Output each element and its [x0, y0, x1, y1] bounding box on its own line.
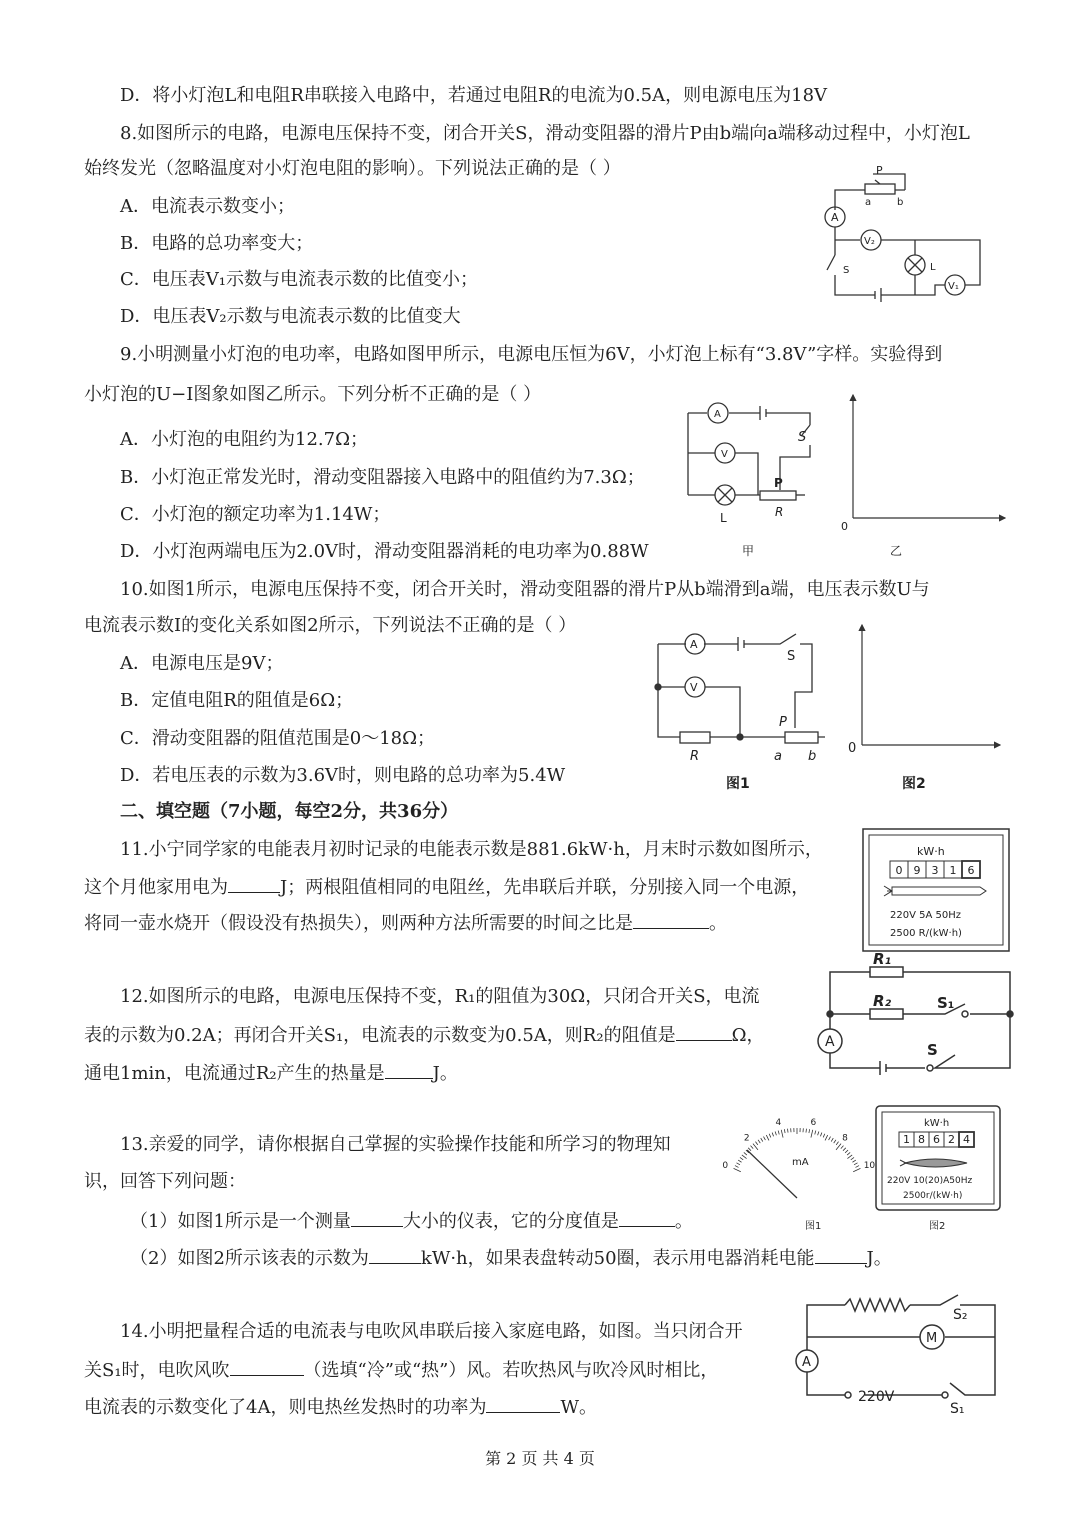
meter-digit: 8: [918, 1133, 925, 1146]
q12-blank-heat[interactable]: [385, 1060, 433, 1079]
q9-option-d: D．小灯泡两端电压为2.0V时，滑动变阻器消耗的电功率为0.88W: [120, 541, 649, 562]
q10-fig1-voltmeter: V: [690, 681, 698, 694]
q14-line3-end: W。: [560, 1397, 597, 1418]
q8-label-p: P: [876, 164, 883, 177]
gauge-tick: [820, 1133, 821, 1137]
meter-digit: 6: [933, 1133, 940, 1146]
gauge-tick: [823, 1134, 825, 1138]
q14-circuit-figure: [790, 1285, 1005, 1420]
gauge-tick: [831, 1138, 833, 1141]
q13-meter-spec1: 220V 10(20)A50Hz: [887, 1176, 973, 1186]
q10-stem-line2: 电流表示数I的变化关系如图2所示，下列说法不正确的是（ ）: [84, 615, 577, 636]
gauge-tick: [766, 1135, 769, 1140]
q13-meter-spec2: 2500r/(kW·h): [903, 1191, 963, 1201]
page-footer: 第 2 页 共 4 页: [485, 1449, 595, 1468]
q9-stem-line1: 9.小明测量小灯泡的电功率，电路如图甲所示，电源电压恒为6V，小灯泡上标有“3.8V”字样。实验得到: [120, 344, 943, 365]
gauge-tick: [751, 1146, 754, 1149]
q12-label-s1: S₁: [937, 994, 955, 1012]
q11-line3-start: 将同一壶水烧开（假设没有热损失），则两种方法所需要的时间之比是: [84, 913, 633, 934]
q13-blank-energy[interactable]: [815, 1245, 867, 1264]
gauge-tick: [734, 1168, 741, 1171]
q12-line2-start: 表的示数为0.2A；再闭合开关S₁，电流表的示数变为0.5A，则R₂的阻值是: [84, 1025, 676, 1046]
gauge-tick: [815, 1131, 816, 1135]
meter-digit: 2: [948, 1133, 955, 1146]
gauge-tick: [748, 1148, 751, 1151]
gauge-tick: [836, 1142, 838, 1145]
q8-label-a: a: [865, 197, 872, 208]
q10-fig1-s: S: [787, 649, 796, 664]
meter-digit: 4: [963, 1133, 970, 1146]
q13-meter-unit: kW·h: [924, 1118, 950, 1129]
gauge-tick: [806, 1129, 807, 1133]
q9-jia-s: S: [798, 430, 807, 445]
q10-chart-fig2: [840, 620, 1010, 795]
gauge-tick: [853, 1168, 860, 1171]
gauge-tick: [841, 1146, 844, 1149]
q8-circuit-figure: [805, 160, 995, 300]
gauge-tick: [809, 1129, 810, 1133]
q10-stem-line1: 10.如图1所示，电源电压保持不变，闭合开关时，滑动变阻器的滑片P从b端滑到a端，电压表示数U与: [120, 579, 930, 600]
gauge-tick: [845, 1150, 848, 1153]
gauge-tick: [847, 1155, 852, 1159]
gauge-tick: [763, 1137, 765, 1141]
q8-option-a: A．电流表示数变小；: [120, 196, 295, 217]
q10-circuit-fig1: [650, 622, 835, 792]
q13-energy-meter: [875, 1105, 1005, 1235]
q9-option-b: B．小灯泡正常发光时，滑动变阻器接入电路中的阻值约为7.3Ω；: [120, 467, 645, 488]
q10-fig1-b: b: [808, 749, 817, 764]
q12-label-s: S: [927, 1041, 938, 1059]
gauge-tick-label: 8: [842, 1133, 848, 1144]
gauge-tick: [851, 1157, 854, 1159]
q14-line3: [84, 1394, 597, 1420]
q14-label-motor: M: [926, 1331, 938, 1346]
gauge-tick: [829, 1137, 831, 1141]
q14-label-ammeter: A: [802, 1355, 811, 1370]
q12-blank-r2[interactable]: [676, 1022, 732, 1041]
q12-label-ammeter: A: [825, 1034, 835, 1050]
q8-label-b: b: [897, 197, 904, 208]
q12-line2: [84, 1022, 765, 1048]
q14-label-220v: 220V: [858, 1389, 895, 1405]
q11-meter-spec1: 220V 5A 50Hz: [890, 910, 961, 921]
q10-fig1-ammeter: A: [690, 638, 698, 651]
q11-line3: [84, 910, 727, 936]
q13-line2: 识，回答下列问题：: [84, 1171, 246, 1192]
q7-option-d: D．将小灯泡L和电阻R串联接入电路中，若通过电阻R的电流为0.5A，则电源电压为18V: [120, 85, 828, 106]
q13-sub1: [130, 1208, 693, 1234]
gauge-tick: [787, 1129, 788, 1133]
q14-line3-start: 电流表的示数变化了4A，则电热丝发热时的功率为: [84, 1397, 487, 1418]
q13-gauge-caption: 图1: [805, 1221, 822, 1232]
q14-line2-end: （选填“冷”或“热”）风。若吹热风与吹冷风时相比，: [303, 1360, 719, 1381]
q11-line2-start: 这个月他家用电为: [84, 877, 228, 898]
gauge-tick: [769, 1134, 771, 1138]
q12-line3-start: 通电1min，电流通过R₂产生的热量是: [84, 1063, 385, 1084]
q9-jia-ammeter: A: [714, 409, 721, 420]
q13-blank-reading[interactable]: [369, 1245, 421, 1264]
q14-blank-power[interactable]: [486, 1394, 560, 1413]
q10-option-d: D．若电压表的示数为3.6V时，则电路的总功率为5.4W: [120, 765, 566, 786]
gauge-tick-label: 0: [722, 1161, 729, 1172]
meter-digit: 1: [903, 1133, 910, 1146]
q14-line1: 14.小明把量程合适的电流表与电吹风串联后接入家庭电路，如图。当只闭合开: [120, 1321, 743, 1342]
q12-line1: 12.如图所示的电路，电源电压保持不变，R₁的阻值为30Ω，只闭合开关S，电流: [120, 986, 760, 1007]
gauge-tick-label: 6: [810, 1117, 817, 1128]
q12-label-r1: R₁: [873, 950, 892, 968]
gauge-tick: [778, 1131, 779, 1135]
q10-option-c: C．滑动变阻器的阻值范围是0～18Ω；: [120, 728, 436, 749]
q9-jia-caption: 甲: [742, 544, 755, 558]
gauge-tick: [784, 1129, 785, 1133]
gauge-tick: [854, 1163, 857, 1165]
gauge-tick-label: 4: [775, 1117, 782, 1128]
q13-sub2-end: J。: [866, 1248, 892, 1269]
gauge-tick: [761, 1138, 763, 1141]
q13-sub1-middle: 大小的仪表，它的分度值是: [402, 1211, 619, 1232]
q11-energy-meter: [862, 828, 1010, 952]
q13-sub2-start: （2）如图2所示该表的示数为: [130, 1248, 369, 1269]
q8-stem-line2: 始终发光（忽略温度对小灯泡电阻的影响）。下列说法正确的是（ ）: [84, 158, 621, 179]
gauge-tick: [811, 1130, 813, 1138]
q13-blank-quantity[interactable]: [351, 1208, 403, 1227]
q10-option-a: A．电源电压是9V；: [120, 653, 284, 674]
q13-blank-division[interactable]: [619, 1208, 675, 1227]
gauge-tick: [834, 1140, 836, 1143]
q13-line1: 13.亲爱的同学，请你根据自己掌握的实验操作技能和所学习的物理知: [120, 1134, 671, 1155]
q9-jia-l: L: [720, 511, 727, 525]
q13-sub1-start: （1）如图1所示是一个测量: [130, 1211, 351, 1232]
gauge-tick: [847, 1152, 850, 1155]
q9-chart-caption: 乙: [890, 544, 903, 558]
q9-jia-r: R: [775, 505, 784, 519]
gauge-tick: [818, 1132, 819, 1136]
q8-label-v2: V₂: [864, 236, 875, 247]
q12-line3: [84, 1060, 458, 1086]
q12-line3-end: J。: [432, 1063, 458, 1084]
meter-digit: 3: [931, 864, 939, 877]
q10-fig1-a: a: [774, 749, 782, 764]
q8-stem-line1: 8.如图所示的电路，电源电压保持不变，闭合开关S，滑动变阻器的滑片P由b端向a端移动过程中，小灯泡L: [120, 123, 970, 144]
q11-blank-energy[interactable]: [228, 874, 280, 893]
q13-sub2: [130, 1245, 892, 1271]
q11-line2-end: J；两根阻值相同的电阻丝，先串联后并联，分别接入同一个电源，: [280, 877, 810, 898]
q9-circuit-jia: [680, 395, 830, 565]
q8-label-ammeter: A: [831, 211, 839, 224]
meter-digit: 0: [895, 864, 903, 877]
meter-digit: 1: [949, 864, 957, 877]
q10-fig1-r: R: [690, 749, 700, 764]
q14-label-s1: S₁: [950, 1401, 965, 1417]
q9-option-c: C．小灯泡的额定功率为1.14W；: [120, 504, 391, 525]
gauge-tick: [742, 1155, 747, 1159]
gauge-tick: [781, 1130, 783, 1138]
q9-chart-origin: 0: [841, 520, 848, 533]
gauge-tick: [744, 1152, 747, 1155]
gauge-tick: [772, 1133, 773, 1137]
q10-chart-caption: 图2: [902, 776, 926, 792]
q10-chart-origin: 0: [848, 741, 857, 756]
q8-label-s: S: [843, 265, 850, 276]
meter-digit: 6: [967, 864, 975, 877]
q10-fig1-p: P: [779, 715, 787, 730]
q12-line2-end: Ω，: [731, 1025, 765, 1046]
q12-circuit-figure: [815, 950, 1025, 1085]
gauge-tick: [775, 1132, 776, 1136]
q13-gauge-figure: [722, 1105, 876, 1235]
gauge-tick: [843, 1148, 846, 1151]
q13-gauge-unit: mA: [792, 1157, 809, 1168]
gauge-tick: [740, 1157, 743, 1159]
q9-jia-voltmeter: V: [721, 449, 728, 460]
q10-option-b: B．定值电阻R的阻值是6Ω；: [120, 690, 354, 711]
section-fill-in-heading: 二、填空题（7小题，每空2分，共36分）: [120, 801, 459, 822]
gauge-tick-label: 2: [743, 1133, 750, 1144]
gauge-tick: [755, 1142, 757, 1145]
q9-option-a: A．小灯泡的电阻约为12.7Ω；: [120, 429, 368, 450]
gauge-tick: [825, 1135, 828, 1140]
q12-label-r2: R₂: [873, 992, 892, 1010]
q8-label-l: L: [930, 262, 936, 273]
q14-line2: [84, 1357, 718, 1383]
meter-digit: 9: [913, 864, 921, 877]
gauge-tick: [855, 1166, 859, 1168]
q8-label-v1: V₁: [948, 281, 959, 292]
q8-option-b: B．电路的总功率变大；: [120, 233, 314, 254]
gauge-tick: [852, 1160, 855, 1162]
q14-line2-start: 关S₁时，电吹风吹: [84, 1360, 230, 1381]
gauge-tick: [758, 1140, 760, 1143]
q9-jia-p: P: [774, 476, 783, 490]
gauge-tick: [735, 1166, 739, 1168]
q13-meter-caption: 图2: [929, 1221, 946, 1232]
gauge-tick: [738, 1160, 741, 1162]
q14-label-s2: S₂: [953, 1307, 968, 1323]
q9-chart-yi: [835, 390, 1015, 565]
q10-fig1-caption: 图1: [726, 776, 750, 792]
q13-sub1-end: 。: [674, 1211, 693, 1232]
q13-meter-digits: [899, 1132, 974, 1147]
q8-option-c: C．电压表V₁示数与电流表示数的比值变小；: [120, 269, 478, 290]
gauge-tick-label: 10: [863, 1161, 876, 1172]
q11-meter-unit: kW·h: [917, 845, 945, 858]
q8-rheostat: [865, 184, 895, 194]
q11-line3-end: 。: [709, 913, 727, 934]
q11-line1: 11.小宁同学家的电能表月初时记录的电能表示数是881.6kW·h，月末时示数如图所示，: [120, 839, 823, 860]
q11-blank-ratio[interactable]: [633, 910, 709, 929]
q11-meter-digits: [890, 861, 980, 878]
q11-line2: [84, 874, 809, 900]
q9-stem-line2: 小灯泡的U−I图象如图乙所示。下列分析不正确的是（ ）: [84, 384, 542, 405]
q13-sub2-middle: kW·h，如果表盘转动50圈，表示用电器消耗电能: [420, 1248, 815, 1269]
q8-option-d: D．电压表V₂示数与电流表示数的比值变大: [120, 306, 461, 327]
q14-blank-wind[interactable]: [230, 1357, 304, 1376]
q11-meter-spec2: 2500 R/(kW·h): [890, 928, 962, 939]
gauge-tick: [737, 1163, 740, 1165]
